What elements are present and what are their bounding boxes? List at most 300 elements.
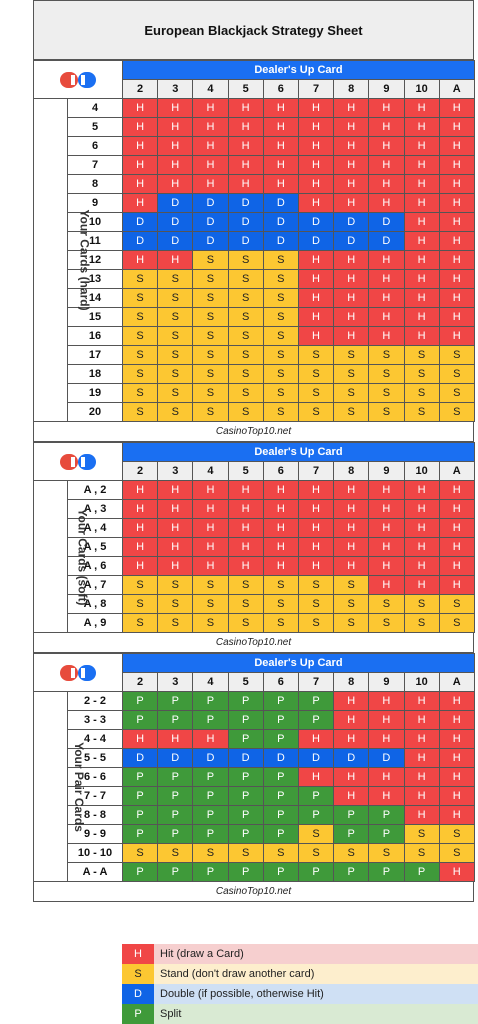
action-cell: D — [228, 232, 263, 251]
action-cell: H — [263, 99, 298, 118]
action-cell: H — [193, 557, 228, 576]
action-cell: H — [404, 538, 439, 557]
action-cell: S — [158, 576, 193, 595]
table-row — [34, 787, 475, 806]
dealer-card-header: 10 — [404, 462, 439, 481]
action-cell: S — [334, 403, 369, 422]
action-cell: H — [404, 251, 439, 270]
table-row — [34, 137, 475, 156]
dealer-card-header: 6 — [263, 80, 298, 99]
action-cell: H — [298, 156, 333, 175]
action-cell: H — [369, 175, 404, 194]
legend-item — [122, 1004, 478, 1024]
action-cell: H — [298, 137, 333, 156]
action-cell: H — [263, 175, 298, 194]
hand-label: 5 — [68, 118, 123, 137]
dealer-card-header: 2 — [123, 673, 158, 692]
action-cell: H — [263, 538, 298, 557]
hand-label: 11 — [68, 232, 123, 251]
action-cell: H — [123, 538, 158, 557]
action-cell: H — [369, 730, 404, 749]
dealer-card-header: A — [439, 673, 474, 692]
action-cell: P — [298, 806, 333, 825]
action-cell: P — [263, 787, 298, 806]
action-cell: D — [369, 749, 404, 768]
table-row — [34, 346, 475, 365]
action-cell: H — [228, 538, 263, 557]
action-cell: H — [158, 500, 193, 519]
page-title: European Blackjack Strategy Sheet — [33, 0, 474, 60]
action-cell: S — [439, 595, 474, 614]
dealer-card-header: 8 — [334, 80, 369, 99]
action-cell: H — [123, 156, 158, 175]
dealer-card-header: 4 — [193, 80, 228, 99]
action-cell: S — [123, 844, 158, 863]
casino-logo-icon — [34, 61, 123, 99]
action-cell: H — [228, 500, 263, 519]
action-cell: P — [298, 711, 333, 730]
action-cell: H — [228, 118, 263, 137]
action-cell: H — [193, 99, 228, 118]
action-cell: S — [228, 614, 263, 633]
action-cell: H — [298, 481, 333, 500]
action-cell: D — [193, 213, 228, 232]
action-cell: P — [123, 825, 158, 844]
action-cell: D — [369, 232, 404, 251]
action-cell: S — [298, 576, 333, 595]
action-cell: H — [123, 519, 158, 538]
dealer-header: Dealer's Up Card — [123, 654, 475, 673]
legend-text: Hit (draw a Card) — [154, 944, 478, 964]
hand-label: 6 — [68, 137, 123, 156]
table-row — [34, 99, 475, 118]
action-cell: S — [298, 384, 333, 403]
action-cell: S — [123, 614, 158, 633]
action-cell: H — [334, 787, 369, 806]
hand-label: 18 — [68, 365, 123, 384]
hand-label: 16 — [68, 327, 123, 346]
action-cell: H — [334, 251, 369, 270]
legend-text: Split — [154, 1004, 478, 1024]
action-cell: H — [334, 270, 369, 289]
action-cell: D — [334, 232, 369, 251]
action-cell: H — [158, 118, 193, 137]
action-cell: H — [439, 289, 474, 308]
action-cell: D — [158, 213, 193, 232]
action-cell: H — [334, 194, 369, 213]
dealer-card-header: 7 — [298, 673, 333, 692]
action-cell: S — [228, 327, 263, 346]
action-cell: H — [404, 194, 439, 213]
table-row — [34, 519, 475, 538]
table-row — [34, 844, 475, 863]
action-cell: S — [158, 270, 193, 289]
action-cell: P — [228, 730, 263, 749]
action-cell: H — [404, 327, 439, 346]
hand-label: 7 — [68, 156, 123, 175]
action-cell: H — [298, 500, 333, 519]
dealer-card-header: 5 — [228, 462, 263, 481]
casino-logo-icon — [34, 654, 123, 692]
action-cell: H — [298, 519, 333, 538]
action-cell: H — [193, 730, 228, 749]
table-row — [34, 538, 475, 557]
action-cell: S — [193, 251, 228, 270]
dealer-card-header: 8 — [334, 673, 369, 692]
strategy-sheet — [33, 0, 474, 902]
hand-label: A , 3 — [68, 500, 123, 519]
action-cell: P — [263, 692, 298, 711]
table-row — [34, 156, 475, 175]
action-cell: H — [439, 711, 474, 730]
dealer-card-header: 7 — [298, 462, 333, 481]
action-cell: S — [404, 403, 439, 422]
table-row — [34, 308, 475, 327]
action-cell: S — [369, 365, 404, 384]
action-cell: P — [298, 787, 333, 806]
action-cell: S — [404, 595, 439, 614]
legend-key: S — [122, 964, 154, 984]
action-cell: H — [439, 787, 474, 806]
action-cell: H — [298, 768, 333, 787]
action-cell: H — [228, 519, 263, 538]
action-cell: S — [158, 614, 193, 633]
table-row — [34, 768, 475, 787]
action-cell: H — [404, 481, 439, 500]
dealer-card-header: 2 — [123, 462, 158, 481]
action-cell: S — [334, 346, 369, 365]
action-cell: H — [404, 99, 439, 118]
dealer-card-header: 3 — [158, 673, 193, 692]
hand-label: 10 - 10 — [68, 844, 123, 863]
action-cell: H — [404, 806, 439, 825]
action-cell: H — [439, 749, 474, 768]
action-cell: H — [298, 538, 333, 557]
action-cell: S — [298, 403, 333, 422]
footer-credit: CasinoTop10.net — [33, 422, 474, 442]
action-cell: H — [263, 137, 298, 156]
action-cell: H — [228, 156, 263, 175]
action-cell: H — [404, 308, 439, 327]
action-cell: S — [193, 595, 228, 614]
hand-label: 9 - 9 — [68, 825, 123, 844]
table-row — [34, 500, 475, 519]
action-cell: S — [123, 270, 158, 289]
action-cell: H — [404, 576, 439, 595]
dealer-card-header: A — [439, 462, 474, 481]
action-cell: P — [263, 711, 298, 730]
action-cell: H — [158, 175, 193, 194]
action-cell: H — [439, 156, 474, 175]
action-cell: S — [263, 346, 298, 365]
action-cell: H — [334, 289, 369, 308]
action-cell: H — [263, 118, 298, 137]
action-cell: H — [369, 538, 404, 557]
legend-item — [122, 944, 478, 964]
table-row — [34, 403, 475, 422]
action-cell: H — [439, 500, 474, 519]
legend-item — [122, 984, 478, 1004]
action-cell: H — [193, 175, 228, 194]
action-cell: H — [193, 538, 228, 557]
table-row — [34, 557, 475, 576]
action-cell: S — [123, 384, 158, 403]
action-cell: H — [369, 692, 404, 711]
action-cell: H — [334, 768, 369, 787]
action-cell: S — [404, 384, 439, 403]
action-cell: H — [123, 500, 158, 519]
table-row — [34, 365, 475, 384]
dealer-card-header: 6 — [263, 673, 298, 692]
action-cell: S — [439, 346, 474, 365]
hand-label: 17 — [68, 346, 123, 365]
action-cell: D — [228, 194, 263, 213]
section-label: Your Cards (hard) — [34, 99, 68, 422]
action-cell: H — [158, 251, 193, 270]
action-cell: S — [228, 384, 263, 403]
action-cell: P — [193, 806, 228, 825]
dealer-card-header: 4 — [193, 462, 228, 481]
dealer-card-header: A — [439, 80, 474, 99]
action-cell: S — [123, 403, 158, 422]
action-cell: H — [263, 519, 298, 538]
action-cell: S — [369, 403, 404, 422]
action-cell: H — [228, 99, 263, 118]
action-cell: S — [158, 289, 193, 308]
action-cell: S — [123, 365, 158, 384]
action-cell: P — [123, 806, 158, 825]
action-cell: H — [298, 194, 333, 213]
action-cell: H — [369, 768, 404, 787]
dealer-card-header: 3 — [158, 80, 193, 99]
dealer-card-header: 2 — [123, 80, 158, 99]
section-label: Your Pair Cards — [34, 692, 68, 882]
action-cell: H — [334, 481, 369, 500]
action-cell: H — [298, 289, 333, 308]
hand-label: 4 - 4 — [68, 730, 123, 749]
strategy-sections — [33, 60, 474, 902]
action-cell: S — [298, 825, 333, 844]
action-cell: H — [263, 156, 298, 175]
footer-credit: CasinoTop10.net — [33, 633, 474, 653]
action-cell: S — [193, 576, 228, 595]
action-cell: H — [439, 692, 474, 711]
action-cell: D — [334, 749, 369, 768]
hand-label: A - A — [68, 863, 123, 882]
hand-label: 15 — [68, 308, 123, 327]
action-cell: S — [298, 346, 333, 365]
action-cell: H — [369, 118, 404, 137]
action-cell: H — [369, 251, 404, 270]
action-cell: H — [334, 519, 369, 538]
action-cell: S — [369, 384, 404, 403]
action-cell: P — [158, 692, 193, 711]
dealer-card-header: 5 — [228, 80, 263, 99]
action-cell: H — [439, 270, 474, 289]
action-cell: P — [298, 692, 333, 711]
action-cell: S — [158, 327, 193, 346]
action-cell: H — [439, 576, 474, 595]
action-cell: S — [263, 327, 298, 346]
action-cell: H — [334, 730, 369, 749]
action-cell: P — [158, 863, 193, 882]
action-cell: H — [404, 749, 439, 768]
action-cell: H — [263, 500, 298, 519]
action-cell: H — [404, 730, 439, 749]
action-cell: H — [369, 557, 404, 576]
table-row — [34, 213, 475, 232]
action-cell: S — [369, 346, 404, 365]
action-cell: H — [228, 557, 263, 576]
action-cell: H — [439, 118, 474, 137]
action-cell: D — [263, 194, 298, 213]
action-cell: H — [404, 768, 439, 787]
action-cell: S — [263, 595, 298, 614]
table-row — [34, 730, 475, 749]
action-cell: H — [439, 863, 474, 882]
action-cell: H — [404, 711, 439, 730]
action-cell: H — [404, 232, 439, 251]
action-cell: P — [334, 806, 369, 825]
action-cell: H — [439, 99, 474, 118]
action-cell: S — [193, 365, 228, 384]
action-cell: S — [263, 844, 298, 863]
action-cell: S — [439, 403, 474, 422]
action-cell: D — [298, 232, 333, 251]
action-cell: D — [193, 194, 228, 213]
action-cell: H — [228, 175, 263, 194]
action-cell: H — [334, 156, 369, 175]
action-cell: D — [158, 232, 193, 251]
action-cell: H — [404, 175, 439, 194]
action-cell: S — [228, 576, 263, 595]
action-cell: H — [369, 787, 404, 806]
action-cell: S — [193, 403, 228, 422]
action-cell: D — [263, 232, 298, 251]
action-cell: H — [334, 137, 369, 156]
table-row — [34, 327, 475, 346]
action-cell: H — [439, 194, 474, 213]
action-cell: H — [298, 308, 333, 327]
action-cell: H — [158, 99, 193, 118]
action-cell: H — [123, 251, 158, 270]
action-cell: P — [123, 692, 158, 711]
action-cell: H — [369, 137, 404, 156]
action-cell: H — [158, 481, 193, 500]
hand-label: A , 4 — [68, 519, 123, 538]
action-cell: S — [158, 595, 193, 614]
hand-label: 9 — [68, 194, 123, 213]
dealer-card-header: 9 — [369, 80, 404, 99]
action-cell: H — [193, 500, 228, 519]
dealer-card-header: 3 — [158, 462, 193, 481]
action-cell: H — [404, 289, 439, 308]
action-cell: S — [369, 844, 404, 863]
action-cell: H — [439, 519, 474, 538]
action-cell: P — [158, 711, 193, 730]
action-cell: P — [158, 825, 193, 844]
action-cell: S — [193, 308, 228, 327]
action-cell: D — [158, 194, 193, 213]
action-cell: H — [193, 137, 228, 156]
action-cell: S — [193, 384, 228, 403]
action-cell: H — [334, 175, 369, 194]
action-cell: S — [298, 595, 333, 614]
dealer-card-header: 9 — [369, 673, 404, 692]
action-cell: H — [193, 156, 228, 175]
action-cell: H — [404, 519, 439, 538]
action-cell: H — [158, 156, 193, 175]
action-cell: P — [193, 692, 228, 711]
action-cell: P — [158, 806, 193, 825]
action-cell: D — [123, 232, 158, 251]
action-cell: P — [263, 825, 298, 844]
action-cell: H — [369, 500, 404, 519]
action-cell: H — [193, 519, 228, 538]
hand-label: 19 — [68, 384, 123, 403]
hand-label: 3 - 3 — [68, 711, 123, 730]
action-cell: H — [404, 787, 439, 806]
action-cell: H — [298, 118, 333, 137]
table-row — [34, 614, 475, 633]
action-cell: H — [404, 692, 439, 711]
action-cell: S — [158, 403, 193, 422]
action-cell: H — [369, 576, 404, 595]
action-cell: H — [404, 118, 439, 137]
action-cell: H — [439, 175, 474, 194]
action-cell: P — [193, 768, 228, 787]
hand-label: A , 2 — [68, 481, 123, 500]
action-cell: S — [334, 384, 369, 403]
action-cell: H — [334, 692, 369, 711]
action-cell: H — [404, 137, 439, 156]
table-row — [34, 384, 475, 403]
dealer-header: Dealer's Up Card — [123, 61, 475, 80]
action-cell: H — [439, 251, 474, 270]
action-cell: H — [158, 557, 193, 576]
action-cell: P — [158, 768, 193, 787]
action-cell: S — [334, 365, 369, 384]
action-cell: S — [263, 403, 298, 422]
action-cell: H — [298, 99, 333, 118]
dealer-card-header: 7 — [298, 80, 333, 99]
action-cell: H — [158, 730, 193, 749]
table-row — [34, 806, 475, 825]
action-cell: S — [123, 576, 158, 595]
action-cell: S — [123, 289, 158, 308]
action-cell: D — [298, 749, 333, 768]
hand-label: 10 — [68, 213, 123, 232]
action-cell: H — [193, 481, 228, 500]
action-cell: H — [404, 156, 439, 175]
hand-label: A , 7 — [68, 576, 123, 595]
action-cell: P — [228, 692, 263, 711]
hand-label: 20 — [68, 403, 123, 422]
hand-label: 5 - 5 — [68, 749, 123, 768]
action-cell: H — [228, 137, 263, 156]
action-cell: P — [369, 806, 404, 825]
action-cell: D — [228, 213, 263, 232]
hand-label: 13 — [68, 270, 123, 289]
action-cell: H — [158, 519, 193, 538]
action-cell: D — [193, 232, 228, 251]
action-cell: P — [228, 711, 263, 730]
dealer-card-header: 5 — [228, 673, 263, 692]
action-cell: S — [263, 384, 298, 403]
action-cell: H — [123, 730, 158, 749]
action-cell: H — [404, 213, 439, 232]
action-cell: P — [369, 825, 404, 844]
